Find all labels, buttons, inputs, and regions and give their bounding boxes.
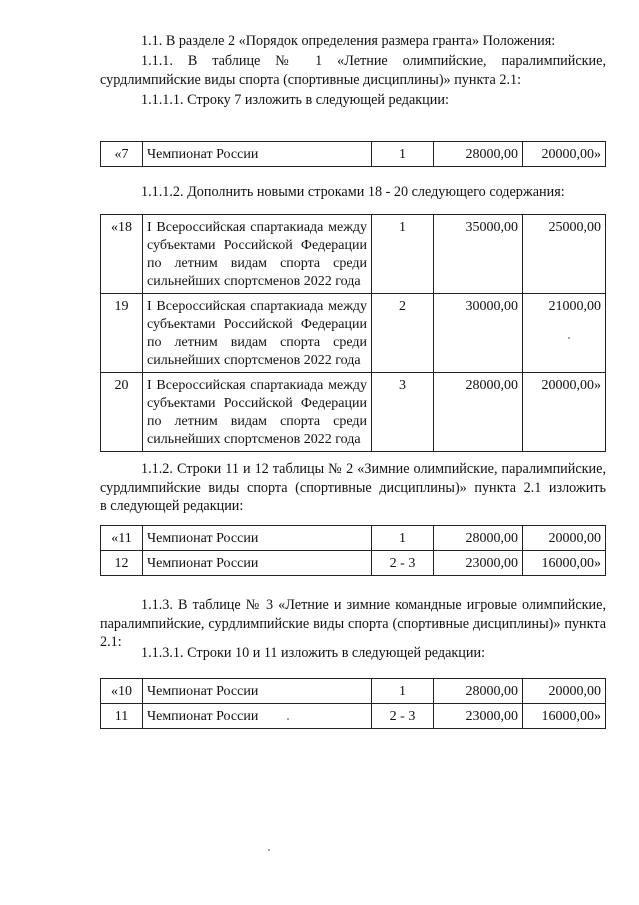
grant-amount-1: 30000,00: [434, 294, 523, 373]
row-number: 12: [101, 551, 143, 576]
competition-name: Чемпионат России: [143, 551, 372, 576]
paragraph-row7-instruction: 1.1.1.1. Строку 7 изложить в следующей редакции:: [141, 92, 449, 108]
table-row: [101, 526, 606, 551]
table-rows-10-11: [100, 678, 606, 729]
table-row: [101, 294, 606, 373]
table-row: [101, 679, 606, 704]
table-row: [101, 551, 606, 576]
place: 1: [372, 526, 434, 551]
grant-amount-2: 21000,00: [523, 294, 606, 373]
paragraph-table2-intro-line1: 1.1.2. Строки 11 и 12 таблицы № 2 «Зимние олимпийские, паралимпийские,: [141, 461, 606, 477]
place: 3: [372, 373, 434, 452]
grant-amount-1: 23000,00: [434, 704, 523, 729]
row-number: 20: [101, 373, 143, 452]
paragraph-table3-intro-line3: 2.1:: [100, 634, 122, 650]
paragraph-table2-intro-line3: в следующей редакции:: [100, 498, 244, 514]
grant-amount-1: 28000,00: [434, 526, 523, 551]
grant-amount-1: 35000,00: [434, 215, 523, 294]
grant-amount-2: 16000,00»: [523, 704, 606, 729]
paragraph-table2-intro-line2: сурдлимпийские виды спорта (спортивные дисциплины)» пункта 2.1 изложить: [100, 480, 606, 496]
row-number: «10: [101, 679, 143, 704]
grant-amount-1: 28000,00: [434, 679, 523, 704]
scan-speck: [568, 337, 570, 339]
paragraph-section-2: 1.1. В разделе 2 «Порядок определения размера гранта» Положения:: [141, 33, 556, 49]
row-number: 19: [101, 294, 143, 373]
table-rows-11-12: [100, 525, 606, 576]
paragraph-table1-intro-line2: сурдлимпийские виды спорта (спортивные дисциплины)» пункта 2.1:: [100, 72, 522, 88]
row-number: «18: [101, 215, 143, 294]
place: 2: [372, 294, 434, 373]
paragraph-rows-10-11-instruction: 1.1.3.1. Строки 10 и 11 изложить в следующей редакции:: [141, 645, 486, 661]
table-row: [101, 704, 606, 729]
table-row: [101, 142, 606, 167]
place: 1: [372, 679, 434, 704]
place: 2 - 3: [372, 704, 434, 729]
competition-name: I Всероссийская спартакиада между субъектами Российской Федерации по летним видам спорта среди сильнейших спортсменов 2022 года: [143, 373, 372, 452]
place: 1: [372, 215, 434, 294]
competition-name: Чемпионат России: [143, 142, 372, 167]
scan-speck: [268, 849, 270, 851]
grant-amount-2: 20000,00»: [523, 373, 606, 452]
grant-amount-1: 28000,00: [434, 142, 523, 167]
table-rows-18-20: [100, 214, 606, 452]
place: 1: [372, 142, 434, 167]
table-row: [101, 373, 606, 452]
scan-speck: [287, 718, 289, 720]
grant-amount-2: 25000,00: [523, 215, 606, 294]
row-number: «11: [101, 526, 143, 551]
competition-name: Чемпионат России: [143, 704, 372, 729]
table-row-7: [100, 141, 606, 167]
table-row: [101, 215, 606, 294]
grant-amount-2: 20000,00»: [523, 142, 606, 167]
row-number: «7: [101, 142, 143, 167]
competition-name: I Всероссийская спартакиада между субъектами Российской Федерации по летним видам спорта среди сильнейших спортсменов 2022 года: [143, 294, 372, 373]
grant-amount-2: 20000,00: [523, 679, 606, 704]
paragraph-table3-intro-line1: 1.1.3. В таблице № 3 «Летние и зимние командные игровые олимпийские,: [141, 597, 606, 613]
grant-amount-2: 20000,00: [523, 526, 606, 551]
place: 2 - 3: [372, 551, 434, 576]
competition-name: I Всероссийская спартакиада между субъектами Российской Федерации по летним видам спорта среди сильнейших спортсменов 2022 года: [143, 215, 372, 294]
paragraph-table1-intro-line1: 1.1.1. В таблице № 1 «Летние олимпийские, паралимпийские,: [141, 53, 606, 69]
grant-amount-1: 23000,00: [434, 551, 523, 576]
grant-amount-1: 28000,00: [434, 373, 523, 452]
competition-name: Чемпионат России: [143, 679, 372, 704]
row-number: 11: [101, 704, 143, 729]
competition-name: Чемпионат России: [143, 526, 372, 551]
grant-amount-2: 16000,00»: [523, 551, 606, 576]
paragraph-table3-intro-line2: паралимпийские, сурдлимпийские виды спорта (спортивные дисциплины)» пункта: [100, 616, 606, 632]
paragraph-new-rows-instruction: 1.1.1.2. Дополнить новыми строками 18 - 20 следующего содержания:: [141, 184, 565, 200]
